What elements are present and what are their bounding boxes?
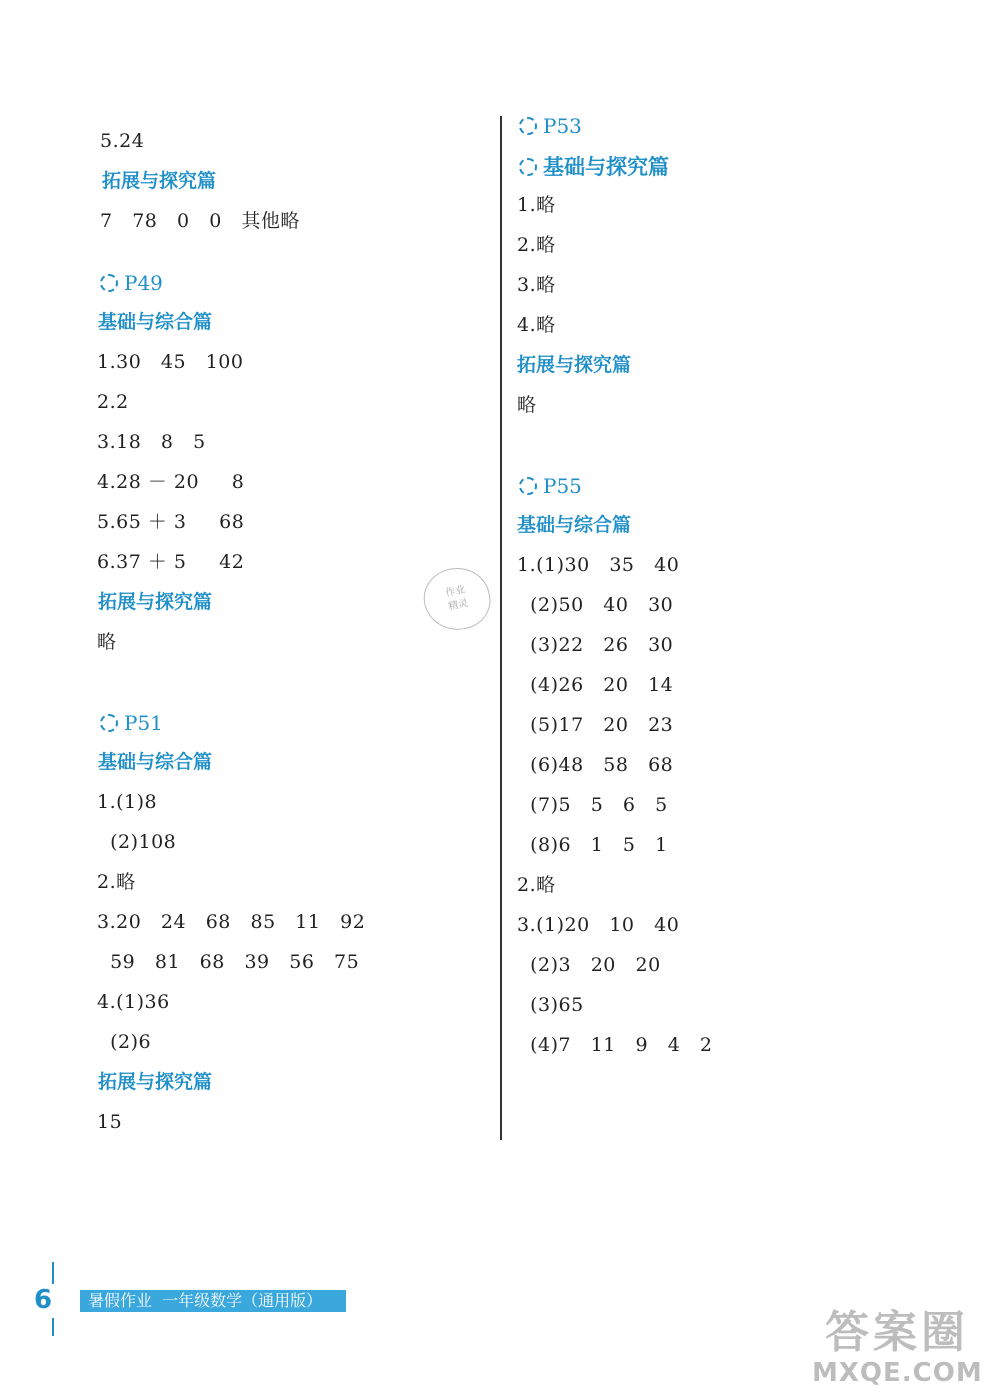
answer-line: 3.18 8 5 xyxy=(97,431,206,453)
page-heading-p51 xyxy=(100,711,163,735)
page-label: P51 xyxy=(124,711,163,735)
answer-line: (2)108 xyxy=(97,831,177,853)
answer-line: (2)50 40 30 xyxy=(517,594,674,616)
page-heading-p55 xyxy=(519,474,582,498)
dashed-circle-icon xyxy=(100,274,118,292)
answer-line: 59 81 68 39 56 75 xyxy=(97,951,360,973)
section-title-basic: 基础与探究篇 xyxy=(543,155,669,179)
site-logo xyxy=(812,1308,982,1388)
section-title-extension: 拓展与探究篇 xyxy=(102,170,217,192)
section-title-extension: 拓展与探究篇 xyxy=(517,354,632,376)
answer-line: (5)17 20 23 xyxy=(517,714,674,736)
page-number: 6 xyxy=(34,1285,53,1315)
section-title-extension: 拓展与探究篇 xyxy=(98,591,213,613)
answer-line: 7 78 0 0 其他略 xyxy=(100,210,300,232)
answer-line: (3)22 26 30 xyxy=(517,634,674,656)
answer-line: (4)7 11 9 4 2 xyxy=(517,1034,713,1056)
answer-line: (8)6 1 5 1 xyxy=(517,834,668,856)
page-label: P53 xyxy=(543,114,582,138)
answer-line: 1.略 xyxy=(517,194,556,216)
book-title: 暑假作业 一年级数学（通用版） xyxy=(88,1291,323,1310)
answer-line: 2.2 xyxy=(97,391,129,413)
stamp-watermark: 作业 精灵 xyxy=(418,562,495,636)
logo-url: MXQE.COM xyxy=(812,1358,983,1388)
section-heading-basic-explore xyxy=(519,155,669,179)
answer-line: 1.30 45 100 xyxy=(97,351,244,373)
answer-line: 略 xyxy=(517,394,537,416)
dashed-circle-icon xyxy=(519,477,537,495)
answer-line: 2.略 xyxy=(97,871,136,893)
page-heading-p49 xyxy=(100,271,163,295)
page-heading-p53 xyxy=(519,114,582,138)
answer-line: 4.略 xyxy=(517,314,556,336)
answer-line: (3)65 xyxy=(517,994,584,1016)
answer-line: 4.28 － 20 8 xyxy=(97,471,245,493)
logo-text: 答案圈 xyxy=(825,1307,969,1358)
answer-line: 1.(1)30 35 40 xyxy=(517,554,680,576)
answer-line: 2.略 xyxy=(517,234,556,256)
answer-line: 3.略 xyxy=(517,274,556,296)
answer-line: 5.24 xyxy=(100,130,145,152)
page-label: P49 xyxy=(124,271,163,295)
answer-line: 6.37 ＋ 5 42 xyxy=(97,551,245,573)
answer-line: 4.(1)36 xyxy=(97,991,170,1013)
section-title-basic: 基础与综合篇 xyxy=(98,751,213,773)
section-title-basic: 基础与综合篇 xyxy=(517,514,632,536)
page-number-rule xyxy=(52,1318,54,1336)
answer-line: (2)3 20 20 xyxy=(517,954,661,976)
page-label: P55 xyxy=(543,474,582,498)
answer-line: (7)5 5 6 5 xyxy=(517,794,668,816)
dashed-circle-icon xyxy=(100,714,118,732)
dashed-circle-icon xyxy=(519,117,537,135)
answer-line: 略 xyxy=(97,631,117,653)
answer-line: 15 xyxy=(97,1111,123,1133)
answer-line: 3.20 24 68 85 11 92 xyxy=(97,911,366,933)
section-title-basic: 基础与综合篇 xyxy=(98,311,213,333)
answer-line: 2.略 xyxy=(517,874,556,896)
answer-line: 1.(1)8 xyxy=(97,791,158,813)
answer-line: (4)26 20 14 xyxy=(517,674,674,696)
dashed-circle-icon xyxy=(519,158,537,176)
answer-line: (2)6 xyxy=(97,1031,152,1053)
answer-line: 3.(1)20 10 40 xyxy=(517,914,680,936)
answer-line: (6)48 58 68 xyxy=(517,754,674,776)
column-divider xyxy=(500,116,502,1140)
answer-line: 5.65 ＋ 3 68 xyxy=(97,511,245,533)
page-number-rule xyxy=(52,1262,54,1284)
section-title-extension: 拓展与探究篇 xyxy=(98,1071,213,1093)
